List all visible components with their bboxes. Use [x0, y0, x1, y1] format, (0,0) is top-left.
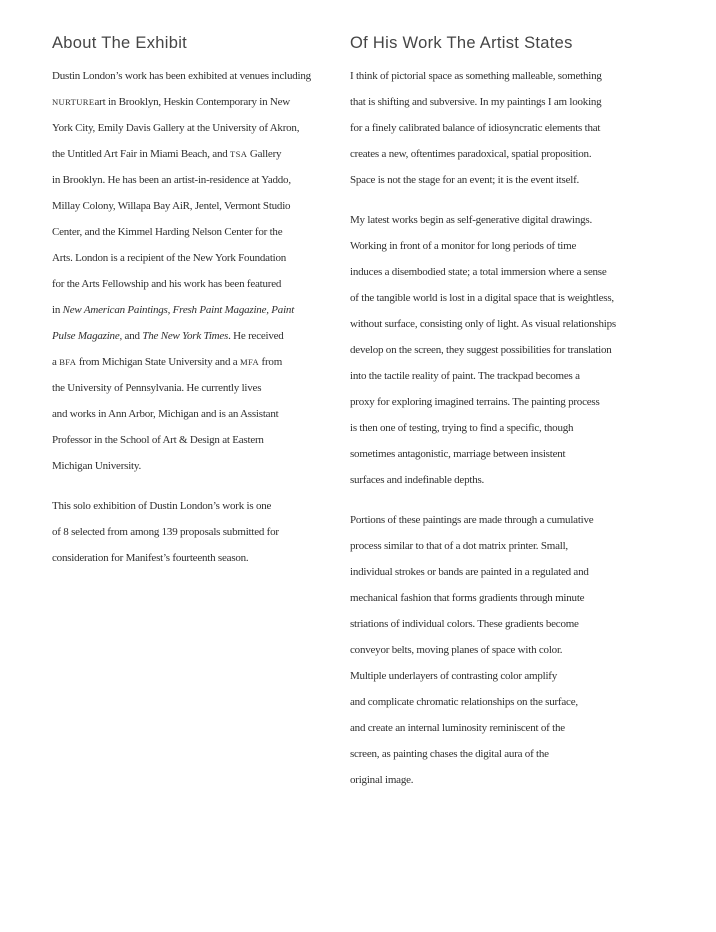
text-line: Space is not the stage for an event; it is the event itself. [350, 174, 580, 186]
text-line: Pulse Magazine, and The New York Times. He received [52, 330, 284, 342]
text-line: I think of pictorial space as something malleable, something [350, 70, 602, 82]
artist-statement-body [350, 63, 680, 793]
text-line: for the Arts Fellowship and his work has been featured [52, 278, 282, 290]
text-line: into the tactile reality of paint. The trackpad becomes a [350, 370, 580, 382]
text-line: Millay Colony, Willapa Bay AiR, Jentel, Vermont Studio [52, 200, 291, 212]
text-line: Dustin London’s work has been exhibited at venues including [52, 70, 311, 82]
text-line: conveyor belts, moving planes of space with color. [350, 644, 563, 656]
paragraph [350, 63, 680, 193]
paragraph [52, 493, 348, 571]
about-exhibit-column [52, 33, 348, 571]
text-line: proxy for exploring imagined terrains. The painting process [350, 396, 600, 408]
text-line: the University of Pennsylvania. He currently lives [52, 382, 262, 394]
text-line: and works in Ann Arbor, Michigan and is an Assistant [52, 408, 279, 420]
text-line: Professor in the School of Art & Design at Eastern [52, 434, 264, 446]
text-line: My latest works begin as self-generative digital drawings. [350, 214, 593, 226]
text-line: surfaces and indefinable depths. [350, 474, 485, 486]
text-line: and complicate chromatic relationships on the surface, [350, 696, 578, 708]
text-line: NURTUREart in Brooklyn, Heskin Contemporary in New [52, 96, 291, 108]
text-line: consideration for Manifest’s fourteenth season. [52, 552, 249, 564]
text-line: process similar to that of a dot matrix printer. Small, [350, 540, 568, 552]
text-line: mechanical fashion that forms gradients through minute [350, 592, 585, 604]
text-line: Working in front of a monitor for long periods of time [350, 240, 577, 252]
about-exhibit-body [52, 63, 348, 571]
text-line: creates a new, oftentimes paradoxical, spatial proposition. [350, 148, 592, 160]
paragraph [52, 63, 348, 479]
text-line: screen, as painting chases the digital aura of the [350, 748, 549, 760]
text-line: for a finely calibrated balance of idiosyncratic elements that [350, 122, 601, 134]
about-exhibit-heading: About The Exhibit [52, 34, 188, 52]
text-line: that is shifting and subversive. In my paintings I am looking [350, 96, 602, 108]
text-line: Arts. London is a recipient of the New York Foundation [52, 252, 287, 264]
text-line: develop on the screen, they suggest possibilities for translation [350, 344, 612, 356]
paragraph [350, 507, 680, 793]
text-line: This solo exhibition of Dustin London’s work is one [52, 500, 272, 512]
text-line: and create an internal luminosity reminiscent of the [350, 722, 565, 734]
text-line: Michigan University. [52, 460, 141, 472]
text-line: Portions of these paintings are made through a cumulative [350, 514, 594, 526]
text-line: individual strokes or bands are painted in a regulated and [350, 566, 589, 578]
text-line: striations of individual colors. These gradients become [350, 618, 579, 630]
text-line: of 8 selected from among 139 proposals submitted for [52, 526, 279, 538]
text-line: in New American Paintings, Fresh Paint Magazine, Paint [52, 304, 295, 316]
text-line: is then one of testing, trying to find a specific, though [350, 422, 574, 434]
text-line: induces a disembodied state; a total immersion where a sense [350, 266, 607, 278]
text-line: of the tangible world is lost in a digital space that is weightless, [350, 292, 614, 304]
text-line: without surface, consisting only of light. As visual relationships [350, 318, 616, 330]
text-line: York City, Emily Davis Gallery at the University of Akron, [52, 122, 300, 134]
text-line: in Brooklyn. He has been an artist-in-residence at Yaddo, [52, 174, 291, 186]
text-line: original image. [350, 774, 414, 786]
paragraph [350, 207, 680, 493]
text-line: Center, and the Kimmel Harding Nelson Center for the [52, 226, 283, 238]
text-line: a BFA from Michigan State University and a MFA from [52, 356, 283, 368]
text-line: Multiple underlayers of contrasting color amplify [350, 670, 558, 682]
text-line: sometimes antagonistic, marriage between insistent [350, 448, 566, 460]
text-line: the Untitled Art Fair in Miami Beach, and TSA Gallery [52, 148, 282, 160]
artist-statement-heading: Of His Work The Artist States [350, 34, 573, 52]
artist-statement-column [350, 33, 680, 793]
